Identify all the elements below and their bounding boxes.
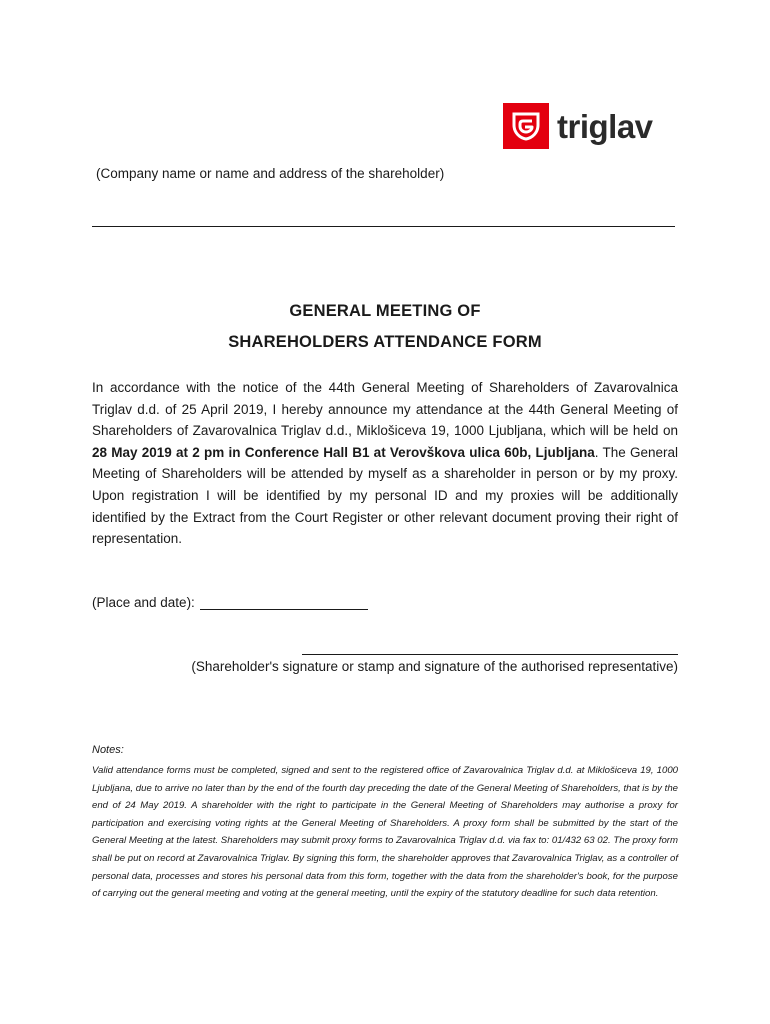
place-date-label: (Place and date):: [92, 595, 195, 610]
notes-text: Valid attendance forms must be completed, signed and sent to the registered office of Zavarovalnica Triglav d.d. at Miklošiceva 19, 1000 Ljubljana, due to arrive no later than by the end of the fourth day preceding the date of the General Meeting of Shareholders, that is by the end of 24 May 2019. A shareholder with the right to participate in the General Meeting of Shareholders may authorise a proxy for participation and exercising voting rights at the General Meeting of Shareholders. A proxy form shall be submitted by the start of the General Meeting at the latest. Shareholders may submit proxy forms to Zavarovalnica Triglav d.d. via fax to: 01/432 63 02. The proxy form shall be put on record at Zavarovalnica Triglav. By signing this form, the shareholder approves that Zavarovalnica Triglav, as a controller of personal data, processes and stores his personal data from this form, together with the data from the shareholder's book, for the purpose of carrying out the general meeting and voting at the general meeting, until the expiry of the statutory deadline for such data retention.: [92, 765, 678, 900]
signature-label: (Shareholder's signature or stamp and signature of the authorised representative): [191, 659, 678, 674]
notes-title: Notes:: [92, 744, 124, 756]
shareholder-name-line[interactable]: [92, 226, 675, 227]
triglav-shield-icon: [503, 103, 549, 149]
statement-part2: . The General Meeting of Shareholders will be attended by myself as a shareholder in person or by my proxy. Upon registration I will be identified by my personal ID and my proxies will be additionally identified by the Extract from the Court Register or other relevant document proving their right of representation.: [92, 444, 678, 547]
brand-name: triglav: [557, 107, 653, 145]
attendance-statement: [92, 377, 678, 550]
statement-part1: In accordance with the notice of the 44th General Meeting of Shareholders of Zavarovalnica Triglav d.d. of 25 April 2019, I hereby announce my attendance at the 44th General Meeting of Shareholders of Zavarovalnica Triglav d.d., Miklošiceva 19, 1000 Ljubljana, which will be held on: [92, 380, 678, 439]
form-title-line1: GENERAL MEETING OF: [289, 302, 481, 320]
signature-line[interactable]: [302, 654, 678, 655]
place-date-line[interactable]: [200, 594, 368, 610]
shareholder-name-label: (Company name or name and address of the shareholder): [96, 166, 445, 181]
triglav-logo: [503, 103, 653, 149]
form-title-line2: SHAREHOLDERS ATTENDANCE FORM: [228, 333, 542, 351]
meeting-date-location: 28 May 2019 at 2 pm in Conference Hall B1 at Verovškova ulica 60b, Ljubljana: [92, 444, 595, 460]
place-date-field: [92, 594, 368, 610]
